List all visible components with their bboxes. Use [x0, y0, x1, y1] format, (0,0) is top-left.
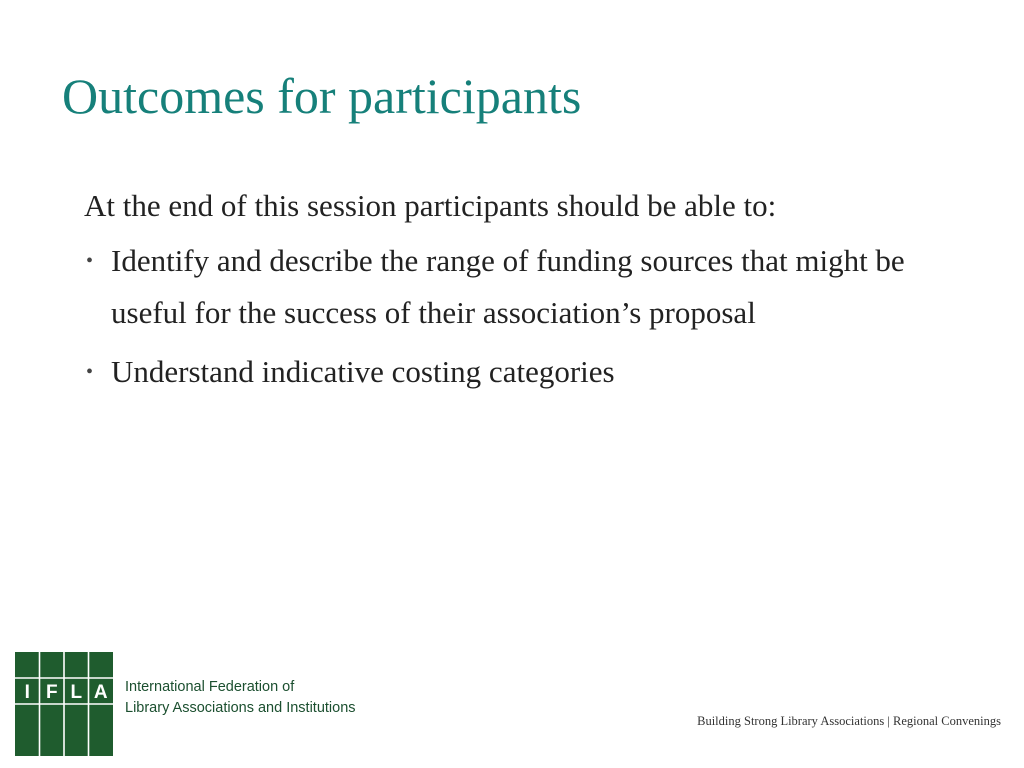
- slide-title: Outcomes for participants: [62, 68, 582, 124]
- org-name: [125, 677, 356, 719]
- logo-letter-i: I: [24, 682, 30, 703]
- bullet-icon: •: [86, 361, 94, 383]
- logo-letter-l: L: [70, 682, 83, 703]
- ifla-logo: [15, 652, 113, 756]
- logo-letter-a: A: [93, 682, 108, 703]
- intro-text: At the end of this session participants should be able to:: [84, 188, 777, 223]
- org-name-line-1: International Federation of: [125, 679, 295, 695]
- logo-letter-f: F: [45, 682, 58, 703]
- list-item: [84, 235, 964, 339]
- slide-body: [84, 184, 964, 405]
- list-item: [84, 346, 964, 398]
- org-name-line-2: Library Associations and Institutions: [125, 700, 356, 716]
- bullet-text: Understand indicative costing categories: [111, 354, 615, 389]
- outcomes-list: [84, 235, 964, 398]
- bullet-icon: •: [86, 250, 94, 272]
- footer-caption: Building Strong Library Associations | Regional Convenings: [697, 714, 1001, 728]
- bullet-text: Identify and describe the range of funding sources that might be useful for the success of their association’s proposal: [111, 243, 905, 330]
